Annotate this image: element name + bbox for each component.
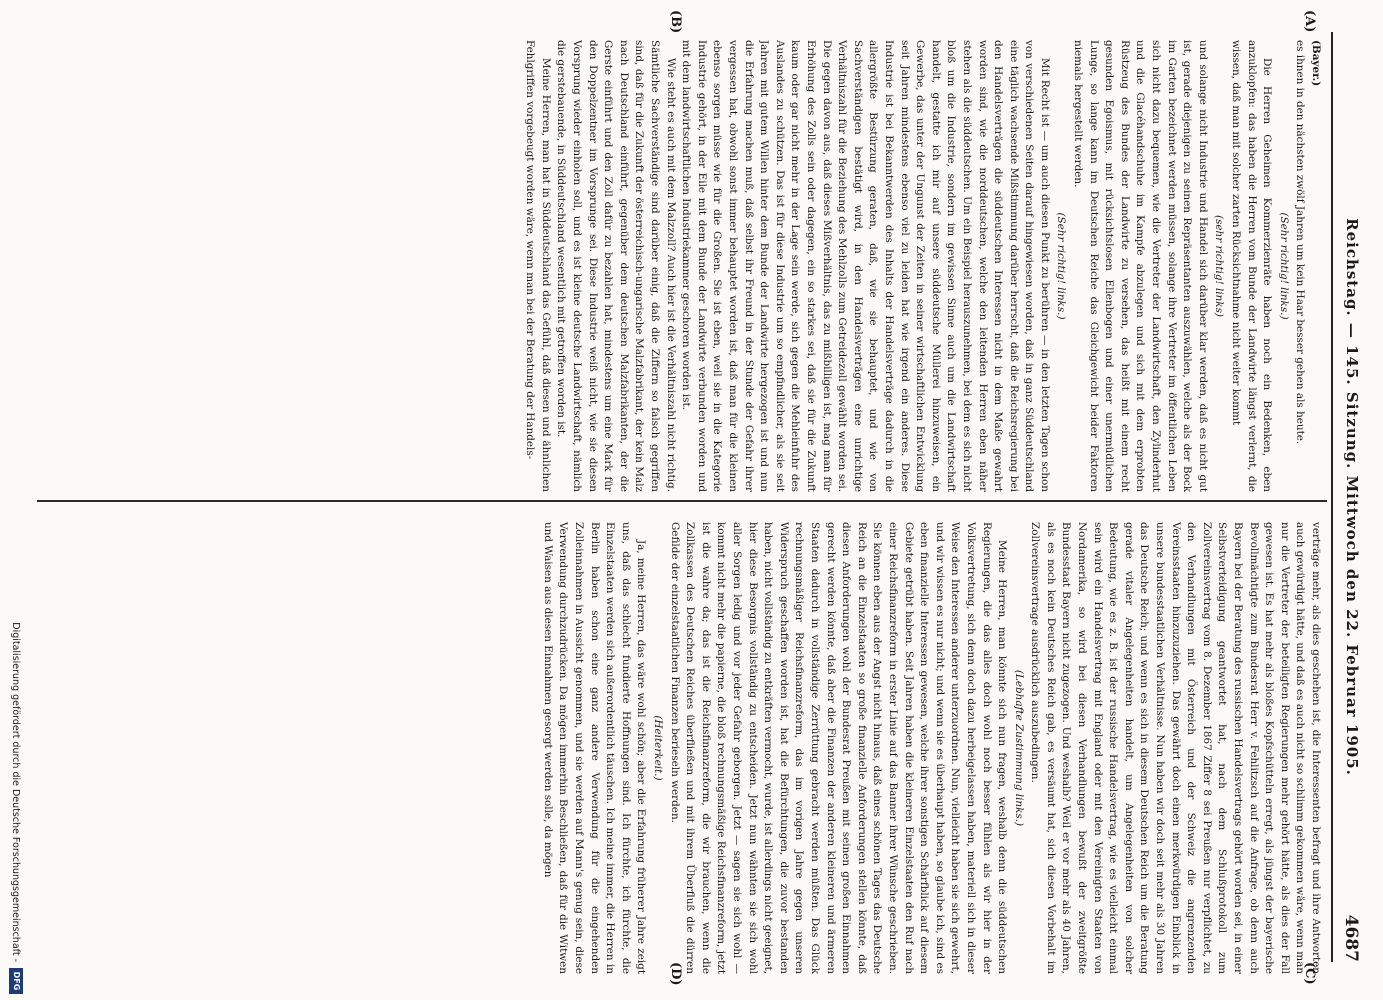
margin-marker-c: (C) — [1302, 962, 1317, 985]
paragraph: Meine Herren, man hat in Süddeutschland das Gefühl, daß diesen und ähnlichen Fehlgriffen vorgebeugt worden wäre, wenn man bei der Beratung der Handels- — [524, 40, 552, 492]
header-title: Reichstag. — 145. Sitzung. Mittwoch den 22. Februar 1905. — [1343, 218, 1361, 776]
paragraph: Wie steht es auch mit dem Malzzoll? Auch hier ist die Verhältniszahl nicht richtig. Sämtliche Sachverständige sind darüber einig, daß die Ziffern so falsch gegriffen sind, daß für die Zukunft der österreichisch-ungarische Malzfabrikant, der kein Malz nach Deutschland einführt, gegenüber dem deutschen Malzfabrikanten, der die Gerste einführt und den Zoll dafür zu bezahlen hat, mindestens um eine Mark für den Doppelzentner im Vorsprunge sei. Diese Industrie weiß nicht, wie sie diesen Vorsprung wieder einholen soll, und es ist kleine deutsche Landwirtschaft, nämlich die gerstebauende, in Süddeutschland wesentlich mit getroffen worden ist. — [555, 40, 677, 492]
speaker-name: (Bayer.) — [1310, 40, 1322, 87]
paragraph: Mit Recht ist — um auch diesen Punkt zu berühren — in den letzten Tagen schon von verschiedenen Seiten darauf hingewiesen worden, daß in ganz Süddeutschland eine täglich wachsende Mißstimmung darüber herrscht, daß die Reichsregierung bei den Handelsverträgen die süddeutschen Interessen nicht in dem Maße gewahrt worden sind, wie die norddeutschen, welche den leitenden Herren eben näher stehen als die süddeutschen. Um ein Beispiel herauszunehmen, bei dem es sich nicht bloß um die Industrie, sondern im gewissen Sinne auch um die Landwirtschaft handelt, gestatte ich mir auf unsere süddeutsche Müllerei hinzuweisen, ein Gewerbe, das unter der Ungunst der Zeiten in seiner wirtschaftlichen Entwicklung seit Jahren mindestens ebenso viel zu leiden hat wie irgend ein anderes. Diese Industrie ist bei Bekanntwerden des Inhalts der Handelsverträge dadurch in die allergrößte Bestürzung geraten, daß, wie sie behauptet, und wie von Sachverständigen bestätigt wird, in den Handelsverträgen eine unrichtige Verhältniszahl für die Beziehung des Mehlzolls zum Getreidezoll gewählt worden sei. Die gegen davon aus, daß dieses Mißverhältnis, das zu mißbilligen ist, mag man für Erhöhung des Zolls sein oder dagegen, ein so starkes sei, daß sie für die Zukunft kaum oder gar nicht mehr in der Lage sein werde, sich gegen die Mehleinfuhr des Auslandes zu schützen. Das ist für diese Industrie um so empfindlicher, als sie seit Jahren mit gutem Willen hinter dem Bunde der Landwirte hergezogen ist und nun die Erfahrung machen muß, daß selbst ihr Freund in der Stunde der Gefahr ihrer vergessen hat, obwohl sonst immer behauptet worden ist, daß man für die kleinen ebenso sorgen müsse wie für die Großen. Sie ist eben, weil sie in die Kategorie Industrie gehört, in der Eile mit dem Bunde der Landwirte verbunden worden und mit dem landwirtschaftlichen Industriekammer geschoren worden ist. — [680, 40, 1051, 492]
paragraph: es ihnen in den nächsten zwölf Jahren um kein Haar besser gehen als heute. — [1294, 40, 1307, 445]
digitization-footer — [5, 0, 25, 1000]
stage-direction: (sehr richtig! links) — [1213, 215, 1226, 317]
stage-direction: (Heiterkeit.) — [652, 715, 665, 781]
stage-direction: (Lebhafte Zustimmung links.) — [1012, 669, 1025, 827]
paragraph: verträge mehr, als dies geschehen ist, die Interessenten befragt und ihre Antworten auch gewürdigt hätte, und daß es auch nicht so schlimm gekommen wäre, wenn man nur die Vertreter der beteiligten Regierungen mehr gehört hätte, als dies der Fall gewesen ist. Es hat mehr als bloßes Kopfschütteln erregt, als jüngst der bayerische Bevollmächtigte zum Bundesrat Herr v. Fehlitzsch auf die Anfrage, ob denn auch Bayern bei der Beratung des russischen Handelsvertrags gehört worden sei, in einer Selbstverteidigung geantwortet hat, nach dem Schlußprotokoll zum Zollvereinsvertrag vom 8. Dezember 1867 Ziffer 8 sei Preußen nur verpflichtet, zu den Verhandlungen mit Österreich und der Schweiz die angrenzenden Vereinsstaaten hinzuzuziehen. Das gewährt doch einen merkwürdigen Einblick in unsere bundesstaatlichen Verhältnisse. Nun haben wir doch seit mehr als 30 Jahren das Deutsche Reich; und wenn es sich in diesem Deutschen Reich um die Beratung gerade vitaler Angelegenheiten handelt, um Angelegenheiten von solcher Bedeutung, wie es z. B. ist der russische Handelsvertrag, wie es vielleicht einmal sein wird ein Handelsvertrag mit England oder mit den Vereinigten Staaten von Nordamerika, so wird bei diesen Verhandlungen bewußt der zweitgrößte Bundesstaat Bayern nicht zugezogen. Und weshalb? Weil er vor mehr als 40 Jahren, als es noch kein Deutsches Reich gab, es versäumt hat, sich diesen Vorbehalt im Zollvereinsvertrage ausdrücklich auszubedingen. — [1029, 522, 1322, 974]
right-column — [33, 522, 1323, 974]
left-column — [33, 40, 1323, 492]
page-header — [1331, 32, 1369, 962]
page-number: 4687 — [1341, 914, 1361, 962]
margin-marker-b: (B) — [668, 10, 683, 34]
paragraph: Die Herren Geheimen Kommerzienräte haben noch ein Bedenken, eben anzuklopfen: das haben die Herren vom Bunde der Landwirte längst verlernt, die wissen, daß man mit solcher zarten Rücksichtnahme nicht weiter kommt — [1230, 40, 1274, 492]
paragraph: Ja, meine Herren, das wäre wohl schön; aber die Erfahrung früherer Jahre zeigt uns, daß das schlecht fundierte Hoffnungen sind. Ich fürchte, ich fürchte, die Einzelstaaten werden sich außerordentlich täuschen. Ich meine immer, die Herren in Berlin haben schon eine ganz andere Verwendung für die eingehenden Zolleinnahmen in Aussicht genommen, und sie werden auf Mann's genug sein, diese Verwendung durchzudrücken. Da mögen immerhin Beschließen, daß für die Witwen und Waisen aus diesen Einnahmen gesorgt werden solle, da mögen — [541, 522, 648, 974]
stage-direction: (Sehr richtig! links.) — [1277, 212, 1290, 320]
stage-direction: (Sehr richtig! links.) — [1055, 212, 1068, 320]
margin-marker-d: (D) — [668, 962, 683, 986]
column-divider — [37, 500, 1327, 502]
dfg-logo: DFG — [9, 968, 23, 994]
footer-text: Digitalisierung gefördert durch die Deutsche Forschungsgemeinschaft - — [10, 622, 21, 962]
margin-marker-a: (A) — [1302, 10, 1317, 33]
paragraph: Meine Herren, man könnte sich nun fragen, weshalb denn die süddeutschen Regierungen, die das alles doch wohl noch besser fühlen als wir hier in der Volksvertretung, sich denn doch dazu herbeigelassen haben, materiell sich in dieser Weise den Interessen anderer unterzuordnen. Nun, vielleicht haben sie sich gewehrt, und wir wissen es nur nicht; und wenn sie es überhaupt haben, so glaube ich, sind es eben finanzielle Interessen gewesen, welche ihrer sonstigen Schärfblick auf diesem Gebiete getrübt haben. Seit Jahren haben die kleineren Einzelstaaten den Ruf nach einer Reichsfinanzreform in erster Linie auf das Banner ihrer Wünsche geschrieben. Sie können eben aus der Angst nicht hinaus, daß eines schönen Tages das Deutsche Reich an die Einzelstaaten so große finanzielle Anforderungen stellen könnte, daß diesen Anforderungen wohl der Bundesrat Preußen mit seinen großen Einnahmen gerecht werden könnte, daß aber die Finanzen der anderen kleineren und ärmeren Staaten dadurch in vollständige Zerrüttung gebracht werden müßten. Das Glück rechnungsmäßiger Reichsfinanzreform, das im vorigen Jahre gegen unseren Widerspruch geschaffen worden ist, hat die Befürchtungen, die zuvor bestanden haben, nicht vollständig zu entkräften vermocht, wurde, ist allerdings nicht geeignet, hier diese Besorgnis vollständig zu entscheiden. Jetzt nun wähnten sie sich wohl aller Sorgen ledig und vor jeder Gefahr geborgen. Jetzt — sagen sie sich wohl — kommt nicht mehr die papierne, die bloß rechnungsmäßige Reichsfinanzreform, jetzt ist die wahre da; das ist die Reichsfinanzreform, die wir brauchen, wenn die Zollkassen des Deutschen Reiches überfließen und mit ihrem Überfluß die dürren Gefilde der einzelstaatlichen Finanzen berieseln werden. — [668, 522, 1009, 974]
paragraph: und solange nicht Industrie und Handel sich darüber klar werden, daß es nicht gut ist, gerade diejenigen zu seinen Repräsentanten auszuwählen, welche als der Bock im Garten bezeichnet werden müssen, solange ihre Vertreter im öffentlichen Leben sich nicht dazu bequemen, wie die Vertreter der Landwirtschaft, den Zylinderhut und die Glacéhandschuhe im Kampfe abzulegen und sich mit dem erprobten Rüstzeug des Bundes der Landwirte zu versehen, das heißt mit einem recht gesunden Egoismus, mit rücksichtslosen Ellenbogen und einer unermüdlichen Lunge, so lange kann im Deutschen Reiche das Gleichgewicht beider Faktoren niemals hergestellt werden. — [1072, 40, 1209, 492]
